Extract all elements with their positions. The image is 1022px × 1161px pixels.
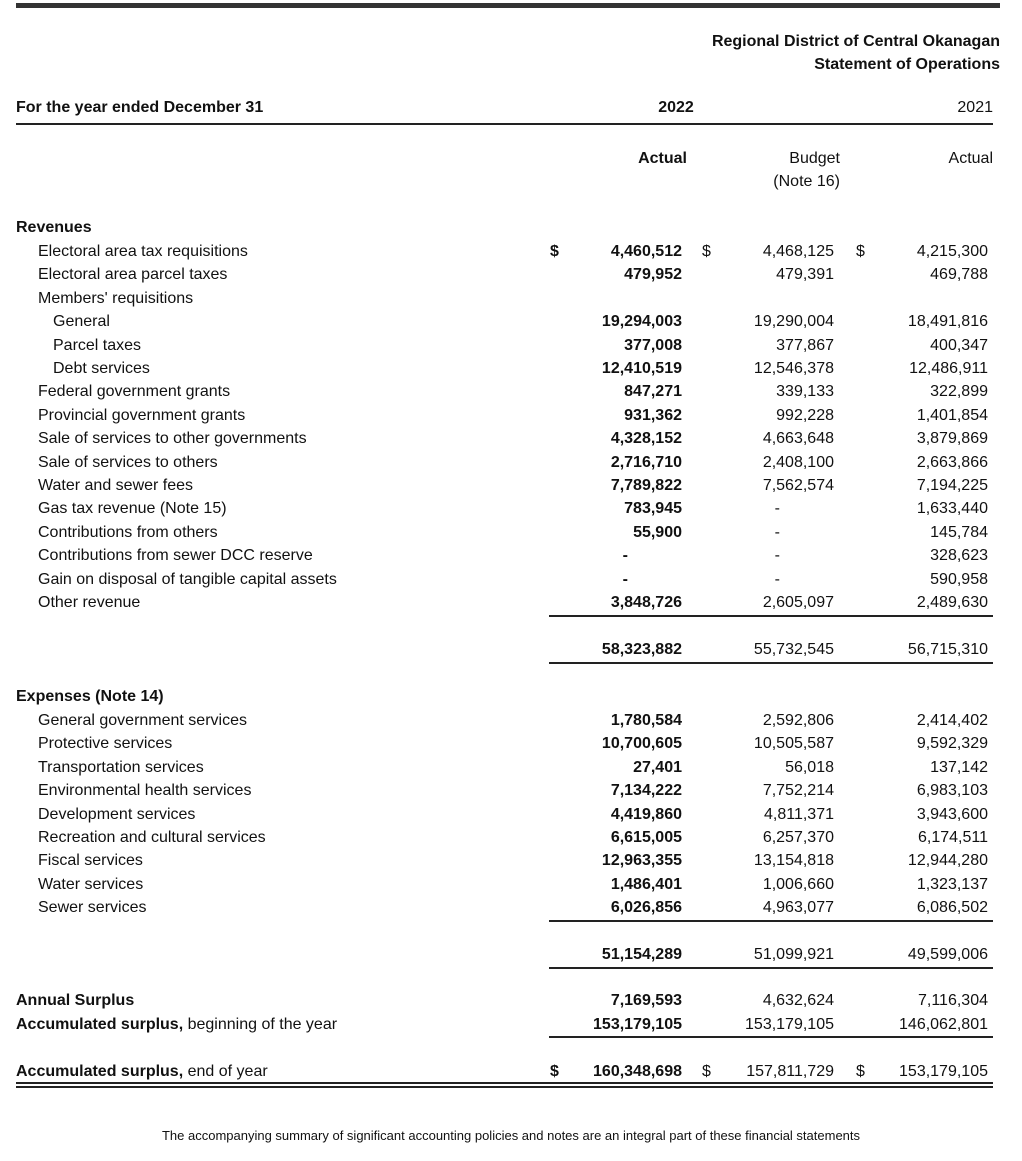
value-budget: 51,099,921 bbox=[753, 946, 834, 963]
value-2022-actual: 58,323,882 bbox=[601, 641, 682, 658]
value-2021-actual: 7,194,225 bbox=[916, 477, 988, 494]
value-budget: 157,811,729 bbox=[746, 1063, 834, 1080]
value-2022-actual: 51,154,289 bbox=[601, 946, 682, 963]
value-2021-actual: 1,633,440 bbox=[916, 500, 988, 518]
accumulated-end-row bbox=[16, 1060, 993, 1083]
value-budget: 55,732,545 bbox=[753, 641, 834, 658]
revenues-total-row bbox=[16, 638, 993, 661]
currency-symbol: $ bbox=[856, 243, 865, 260]
value-2022-actual: 7,789,822 bbox=[610, 477, 682, 494]
value-2021-actual: 153,179,105 bbox=[899, 1063, 988, 1080]
table-row bbox=[16, 779, 993, 802]
value-2022-actual: 783,945 bbox=[624, 500, 682, 518]
total-rule bbox=[549, 967, 993, 969]
value-budget: 4,468,125 bbox=[762, 243, 834, 260]
value-2022-actual: 3,848,726 bbox=[610, 594, 682, 611]
year-current: 2022 bbox=[658, 99, 694, 116]
revenues-heading: Revenues bbox=[16, 219, 92, 236]
value-2022-actual: 4,419,860 bbox=[610, 805, 682, 823]
accumulated-begin-label bbox=[16, 1013, 337, 1036]
value-2021-actual: 3,879,869 bbox=[916, 430, 988, 448]
year-prior: 2021 bbox=[957, 99, 993, 116]
value-budget: 13,154,818 bbox=[753, 852, 834, 870]
value-2022-actual: 19,294,003 bbox=[601, 313, 682, 331]
table-row bbox=[16, 263, 993, 286]
table-row bbox=[16, 474, 993, 497]
value-2021-actual: 3,943,600 bbox=[916, 805, 988, 823]
value-budget: 4,811,371 bbox=[764, 805, 834, 823]
value-2022-actual: 7,134,222 bbox=[610, 782, 682, 800]
value-2021-actual: 322,899 bbox=[930, 383, 988, 401]
value-2022-actual: 160,348,698 bbox=[593, 1063, 682, 1080]
value-2021-actual: 7,116,304 bbox=[918, 992, 988, 1009]
value-budget: 7,562,574 bbox=[762, 477, 834, 494]
value-2021-actual: 49,599,006 bbox=[907, 946, 988, 963]
value-budget: - bbox=[774, 500, 780, 518]
currency-symbol: $ bbox=[856, 1063, 865, 1080]
value-2021-actual: 469,788 bbox=[930, 266, 988, 284]
value-2021-actual: 4,215,300 bbox=[916, 243, 988, 260]
value-2021-actual: 6,983,103 bbox=[916, 782, 988, 800]
row-label: Parcel taxes bbox=[53, 336, 142, 354]
annual-surplus-label: Annual Surplus bbox=[16, 992, 135, 1009]
col-budget-line2: (Note 16) bbox=[773, 173, 840, 190]
row-label: General bbox=[53, 313, 110, 331]
period-label: For the year ended December 31 bbox=[16, 99, 264, 116]
value-2022-actual: 12,963,355 bbox=[601, 852, 682, 870]
row-label: Members' requisitions bbox=[38, 289, 194, 307]
underline-a bbox=[16, 1082, 993, 1084]
table-row bbox=[16, 591, 993, 614]
currency-symbol: $ bbox=[702, 1063, 711, 1080]
table-row bbox=[16, 803, 993, 826]
value-2022-actual: 6,026,856 bbox=[610, 899, 682, 917]
value-budget: 6,257,370 bbox=[762, 829, 834, 846]
value-budget: 4,663,648 bbox=[762, 430, 834, 448]
top-rule bbox=[16, 3, 1000, 8]
value-budget: - bbox=[774, 570, 780, 588]
currency-symbol: $ bbox=[702, 243, 711, 260]
value-2021-actual: 137,142 bbox=[930, 758, 988, 776]
row-label: Sale of services to other governments bbox=[38, 430, 307, 448]
row-label: Development services bbox=[38, 805, 196, 823]
table-row bbox=[16, 240, 993, 263]
value-2022-actual: 55,900 bbox=[633, 523, 682, 541]
value-budget: 56,018 bbox=[785, 758, 834, 776]
underline-b bbox=[16, 1086, 993, 1088]
row-label: Recreation and cultural services bbox=[38, 829, 266, 846]
section-heading bbox=[16, 685, 993, 708]
value-budget: 10,505,587 bbox=[753, 735, 834, 753]
value-2021-actual: 6,174,511 bbox=[918, 829, 988, 846]
value-2022-actual: 4,460,512 bbox=[610, 243, 682, 260]
col-budget-line1: Budget bbox=[789, 150, 840, 167]
value-2021-actual: 2,489,630 bbox=[916, 594, 988, 611]
value-2022-actual: - bbox=[622, 570, 628, 588]
value-2021-actual: 1,323,137 bbox=[916, 875, 988, 893]
value-2021-actual: 56,715,310 bbox=[907, 641, 988, 658]
value-2022-actual: 6,615,005 bbox=[610, 829, 682, 846]
row-label: Water and sewer fees bbox=[38, 477, 194, 494]
row-label: Gain on disposal of tangible capital assets bbox=[38, 570, 337, 588]
accumulated-begin-row bbox=[16, 1013, 993, 1036]
double-underline bbox=[16, 1082, 993, 1088]
value-budget: 12,546,378 bbox=[753, 360, 834, 377]
value-2021-actual: 18,491,816 bbox=[907, 313, 988, 331]
value-2022-actual: 4,328,152 bbox=[610, 430, 682, 448]
header-rule bbox=[16, 123, 993, 125]
value-2022-actual: 10,700,605 bbox=[601, 735, 682, 753]
row-label: Electoral area parcel taxes bbox=[38, 266, 228, 284]
row-label: Provincial government grants bbox=[38, 406, 246, 424]
table-row bbox=[16, 732, 993, 755]
table-row bbox=[16, 826, 993, 849]
label-rest-part: beginning of the year bbox=[187, 1016, 338, 1033]
value-2022-actual: 377,008 bbox=[624, 336, 682, 354]
table-row bbox=[16, 287, 993, 310]
value-budget: 339,133 bbox=[776, 383, 834, 401]
table-row bbox=[16, 380, 993, 403]
row-label: Sale of services to others bbox=[38, 453, 218, 471]
row-label: Environmental health services bbox=[38, 782, 252, 800]
value-budget: 4,632,624 bbox=[762, 992, 834, 1009]
organization-name: Regional District of Central Okanagan bbox=[711, 33, 1000, 50]
col-actual-2021: Actual bbox=[948, 150, 993, 167]
total-rule bbox=[549, 1036, 993, 1038]
value-2022-actual: 7,169,593 bbox=[610, 992, 682, 1009]
value-budget: 479,391 bbox=[776, 266, 834, 284]
table-row bbox=[16, 310, 993, 333]
value-2022-actual: 2,716,710 bbox=[610, 453, 682, 471]
table-row bbox=[16, 849, 993, 872]
value-2022-actual: - bbox=[622, 547, 628, 565]
table-row bbox=[16, 873, 993, 896]
value-2021-actual: 400,347 bbox=[930, 336, 988, 354]
row-label: Federal government grants bbox=[38, 383, 231, 401]
table-row bbox=[16, 756, 993, 779]
row-label: Contributions from sewer DCC reserve bbox=[38, 547, 313, 565]
currency-symbol: $ bbox=[550, 243, 559, 260]
value-budget: - bbox=[774, 523, 780, 541]
row-label: Water services bbox=[38, 875, 144, 893]
row-label: Electoral area tax requisitions bbox=[38, 243, 248, 260]
table-row bbox=[16, 427, 993, 450]
table-row bbox=[16, 544, 993, 567]
value-2021-actual: 590,958 bbox=[930, 570, 988, 588]
expenses-heading: Expenses (Note 14) bbox=[16, 688, 164, 705]
total-rule bbox=[549, 662, 993, 664]
period-header bbox=[16, 99, 993, 121]
value-budget: 1,006,660 bbox=[762, 875, 834, 893]
table-row bbox=[16, 404, 993, 427]
table-row bbox=[16, 451, 993, 474]
table-row bbox=[16, 709, 993, 732]
label-bold-part: Accumulated surplus, bbox=[16, 1016, 184, 1033]
value-2021-actual: 9,592,329 bbox=[916, 735, 988, 753]
row-label: Transportation services bbox=[38, 758, 204, 776]
row-label: Gas tax revenue (Note 15) bbox=[38, 500, 227, 518]
expenses-total-row bbox=[16, 943, 993, 966]
annual-surplus-row bbox=[16, 989, 993, 1012]
table-row bbox=[16, 357, 993, 380]
value-2021-actual: 145,784 bbox=[930, 523, 988, 541]
value-2022-actual: 12,410,519 bbox=[601, 360, 682, 377]
accumulated-end-label bbox=[16, 1060, 268, 1083]
value-2022-actual: 479,952 bbox=[624, 266, 682, 284]
value-2022-actual: 27,401 bbox=[633, 758, 682, 776]
value-2022-actual: 931,362 bbox=[624, 406, 682, 424]
value-budget: 2,605,097 bbox=[762, 594, 834, 611]
label-bold-part: Accumulated surplus, bbox=[16, 1063, 184, 1080]
col-budget bbox=[720, 147, 840, 193]
value-2021-actual: 2,414,402 bbox=[916, 712, 988, 729]
value-2021-actual: 146,062,801 bbox=[899, 1016, 988, 1033]
value-budget: 2,592,806 bbox=[762, 712, 834, 729]
value-2022-actual: 1,780,584 bbox=[610, 712, 682, 729]
value-budget: 2,408,100 bbox=[762, 453, 834, 471]
value-2021-actual: 1,401,854 bbox=[916, 406, 988, 424]
statement-title bbox=[712, 30, 1000, 76]
row-label: Protective services bbox=[38, 735, 173, 753]
value-2021-actual: 2,663,866 bbox=[916, 453, 988, 471]
currency-symbol: $ bbox=[550, 1063, 559, 1080]
row-label: Sewer services bbox=[38, 899, 147, 917]
value-budget: 7,752,214 bbox=[762, 782, 834, 800]
total-rule bbox=[549, 615, 993, 617]
value-2021-actual: 6,086,502 bbox=[916, 899, 988, 917]
statement-name: Statement of Operations bbox=[814, 56, 1000, 73]
row-label: Debt services bbox=[53, 360, 150, 377]
table-row bbox=[16, 497, 993, 520]
label-rest-part: end of year bbox=[187, 1063, 268, 1080]
table-row bbox=[16, 334, 993, 357]
col-actual-2022: Actual bbox=[638, 150, 687, 167]
section-heading bbox=[16, 216, 993, 239]
value-2021-actual: 12,486,911 bbox=[909, 360, 988, 377]
row-label: Other revenue bbox=[38, 594, 141, 611]
value-2022-actual: 847,271 bbox=[624, 383, 682, 401]
row-label: Contributions from others bbox=[38, 523, 218, 541]
value-budget: 992,228 bbox=[776, 406, 834, 424]
value-2021-actual: 328,623 bbox=[930, 547, 988, 565]
value-budget: 377,867 bbox=[776, 336, 834, 354]
value-2022-actual: 153,179,105 bbox=[593, 1016, 682, 1033]
value-2021-actual: 12,944,280 bbox=[907, 852, 988, 870]
value-budget: - bbox=[774, 547, 780, 565]
value-2022-actual: 1,486,401 bbox=[610, 875, 682, 893]
row-label: Fiscal services bbox=[38, 852, 143, 870]
value-budget: 4,963,077 bbox=[762, 899, 834, 917]
value-budget: 153,179,105 bbox=[745, 1016, 834, 1033]
total-rule bbox=[549, 920, 993, 922]
table-row bbox=[16, 568, 993, 591]
table-row bbox=[16, 896, 993, 919]
table-row bbox=[16, 521, 993, 544]
footer-note: The accompanying summary of significant accounting policies and notes are an integral part of these financial statements bbox=[161, 1128, 861, 1143]
value-budget: 19,290,004 bbox=[753, 313, 834, 331]
row-label: General government services bbox=[38, 712, 247, 729]
